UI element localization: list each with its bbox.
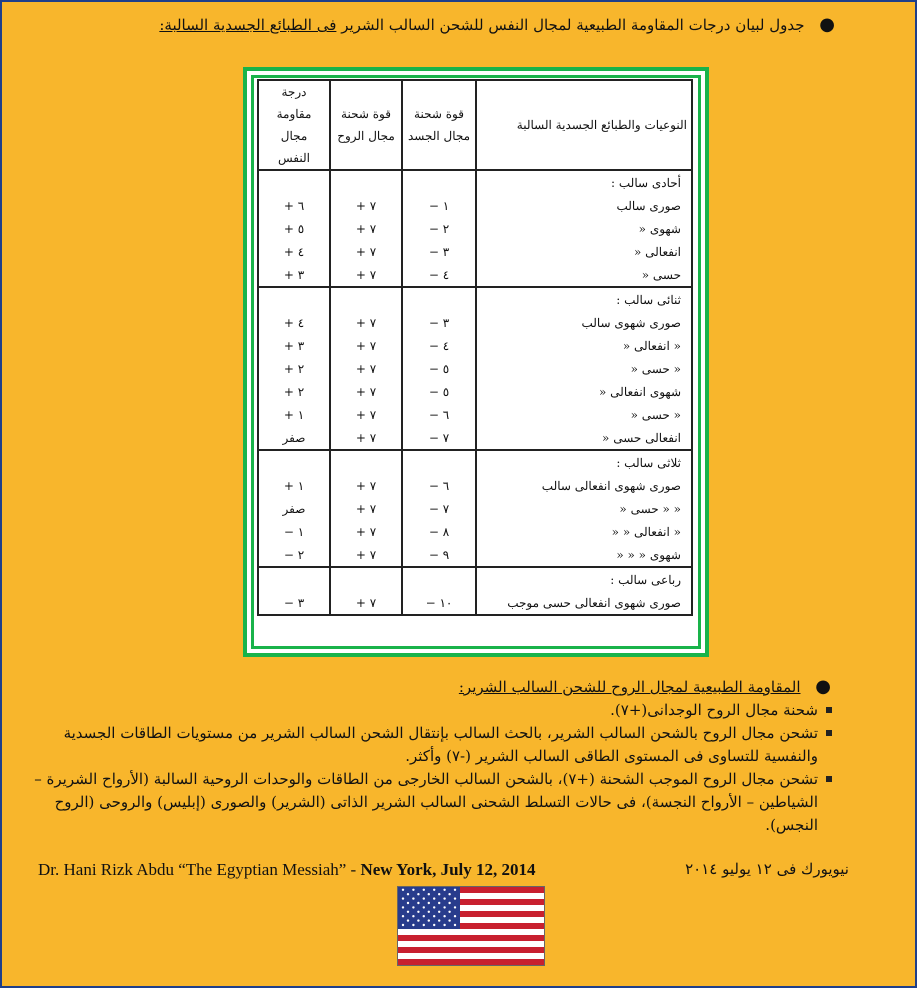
- cell-type: ثنائى سالب :: [476, 287, 692, 311]
- caption-text: جدول لبيان درجات المقاومة الطبيعية لمجال النفس للشحن السالب الشرير: [341, 16, 805, 34]
- flag-star: [407, 911, 409, 913]
- flag-star: [412, 924, 414, 926]
- cell-soul-resistance: ٥ +: [258, 217, 330, 240]
- cell-soul-resistance: ٤ +: [258, 240, 330, 263]
- cell-body-charge: ٧ −: [402, 426, 476, 450]
- cell-soul-resistance: صفر: [258, 426, 330, 450]
- flag-star: [433, 897, 435, 899]
- cell-body-charge: [402, 287, 476, 311]
- list-item: [28, 699, 818, 722]
- flag-star: [454, 924, 456, 926]
- spirit-resistance-section: [31, 676, 831, 837]
- flag-stripe: [398, 935, 544, 941]
- flag-star: [428, 902, 430, 904]
- flag-star: [412, 889, 414, 891]
- flag-star: [412, 897, 414, 899]
- cell-type: شهوى انفعالى «: [476, 380, 692, 403]
- flag-star: [438, 893, 440, 895]
- author-signature: [38, 860, 536, 880]
- cell-soul-resistance: صفر: [258, 497, 330, 520]
- flag-star: [417, 893, 419, 895]
- cell-spirit-charge: ٧ +: [330, 520, 402, 543]
- cell-type: « « حسى «: [476, 497, 692, 520]
- cell-type: رباعى سالب :: [476, 567, 692, 591]
- table-row: [258, 194, 692, 217]
- cell-soul-resistance: ٦ +: [258, 194, 330, 217]
- cell-spirit-charge: ٧ +: [330, 217, 402, 240]
- table-row: [258, 520, 692, 543]
- flag-star: [448, 911, 450, 913]
- flag-star: [454, 889, 456, 891]
- cell-body-charge: ١٠ −: [402, 591, 476, 615]
- table-row: [258, 263, 692, 287]
- flag-star: [407, 893, 409, 895]
- cell-body-charge: ٤ −: [402, 263, 476, 287]
- cell-soul-resistance: ٣ +: [258, 334, 330, 357]
- flag-star: [417, 919, 419, 921]
- signature-place-date: New York, July 12, 2014: [360, 860, 536, 879]
- bullet-icon: ●: [819, 14, 835, 35]
- cell-spirit-charge: [330, 567, 402, 591]
- cell-type: انفعالى «: [476, 240, 692, 263]
- cell-type: انفعالى حسى «: [476, 426, 692, 450]
- flag-star: [454, 915, 456, 917]
- cell-spirit-charge: [330, 287, 402, 311]
- header-types: النوعيات والطبائع الجسدية السالبة: [476, 80, 692, 170]
- cell-spirit-charge: ٧ +: [330, 403, 402, 426]
- scanned-table-frame: [243, 67, 709, 657]
- cell-spirit-charge: [330, 450, 402, 474]
- cell-body-charge: ٦ −: [402, 474, 476, 497]
- cell-soul-resistance: ١ +: [258, 403, 330, 426]
- flag-star: [402, 889, 404, 891]
- cell-type: صورى شهوى انفعالى حسى موجب: [476, 591, 692, 615]
- flag-star: [443, 897, 445, 899]
- flag-star: [443, 915, 445, 917]
- cell-spirit-charge: ٧ +: [330, 497, 402, 520]
- arabic-date: نيويورك فى ١٢ يوليو ٢٠١٤: [685, 860, 849, 878]
- flag-star: [454, 897, 456, 899]
- cell-type: « حسى «: [476, 403, 692, 426]
- table-row: [258, 474, 692, 497]
- cell-soul-resistance: [258, 450, 330, 474]
- flag-star: [448, 902, 450, 904]
- flag-star: [443, 889, 445, 891]
- flag-star: [428, 893, 430, 895]
- cell-body-charge: ٩ −: [402, 543, 476, 567]
- list-item: [6, 722, 818, 768]
- cell-spirit-charge: ٧ +: [330, 334, 402, 357]
- cell-body-charge: ٣ −: [402, 311, 476, 334]
- square-bullet-icon: [826, 776, 832, 782]
- table-row: [258, 287, 692, 311]
- cell-type: شهوى « « «: [476, 543, 692, 567]
- us-flag-icon: [397, 886, 545, 966]
- flag-star: [433, 889, 435, 891]
- list-item-text: تشحن مجال الروح بالشحن السالب الشرير، بالحث السالب بإنتقال الشحن السالب الشرير من مستويات الطاقات الجسدية والنفسية للتساوى فى المستوى الطاقى السالب الشرير (-٧) وأكثر.: [63, 724, 818, 765]
- flag-star: [433, 906, 435, 908]
- square-bullet-icon: [826, 707, 832, 713]
- cell-soul-resistance: ٢ −: [258, 543, 330, 567]
- cell-spirit-charge: ٧ +: [330, 311, 402, 334]
- flag-star: [417, 902, 419, 904]
- flag-star: [423, 915, 425, 917]
- table-row: [258, 311, 692, 334]
- cell-spirit-charge: ٧ +: [330, 357, 402, 380]
- cell-type: صورى سالب: [476, 194, 692, 217]
- cell-body-charge: ٥ −: [402, 357, 476, 380]
- bullet-icon: ●: [815, 676, 831, 697]
- cell-soul-resistance: ٢ +: [258, 357, 330, 380]
- table-row: [258, 543, 692, 567]
- flag-stripe: [398, 959, 544, 965]
- list-item-text: تشحن مجال الروح الموجب الشحنة (+٧)، بالشحن السالب الخارجى من الطاقات والوحدات الروحية السالبة (الأرواح الشريرة – الشياطين – الأرواح النجسة)، فى حالات التسلط الشحنى السالب الشرير الذاتى (الشرير) والصورى (إبليس) والروحى (الروح النجس).: [34, 770, 818, 834]
- cell-type: ثلاثى سالب :: [476, 450, 692, 474]
- table-row: [258, 567, 692, 591]
- cell-body-charge: [402, 450, 476, 474]
- header-spirit-charge: قوة شحنة مجال الروح: [330, 80, 402, 170]
- flag-star: [402, 915, 404, 917]
- cell-spirit-charge: ٧ +: [330, 591, 402, 615]
- cell-type: حسى «: [476, 263, 692, 287]
- flag-stripe: [398, 941, 544, 947]
- cell-type: شهوى «: [476, 217, 692, 240]
- flag-star: [428, 911, 430, 913]
- cell-soul-resistance: ٣ −: [258, 591, 330, 615]
- table-body: [258, 170, 692, 615]
- flag-star: [423, 924, 425, 926]
- flag-stripe: [398, 929, 544, 935]
- cell-body-charge: [402, 567, 476, 591]
- flag-star: [412, 915, 414, 917]
- cell-body-charge: ٥ −: [402, 380, 476, 403]
- cell-spirit-charge: [330, 170, 402, 194]
- table-caption: [75, 14, 835, 35]
- cell-spirit-charge: ٧ +: [330, 240, 402, 263]
- table-row: [258, 450, 692, 474]
- flag-star: [423, 897, 425, 899]
- cell-body-charge: ٨ −: [402, 520, 476, 543]
- table-row: [258, 357, 692, 380]
- list-item-text: شحنة مجال الروح الوجدانى(+٧).: [610, 701, 818, 719]
- resistance-table: [257, 79, 693, 616]
- cell-type: « انفعالى «: [476, 334, 692, 357]
- header-soul-resistance: درجة مقاومة مجال النفس: [258, 80, 330, 170]
- flag-star: [402, 897, 404, 899]
- flag-star: [438, 911, 440, 913]
- cell-soul-resistance: [258, 287, 330, 311]
- table-header-row: [258, 80, 692, 170]
- cell-spirit-charge: ٧ +: [330, 380, 402, 403]
- flag-star: [454, 906, 456, 908]
- flag-star: [402, 924, 404, 926]
- table-row: [258, 591, 692, 615]
- flag-star: [433, 915, 435, 917]
- flag-star: [448, 919, 450, 921]
- cell-body-charge: ٧ −: [402, 497, 476, 520]
- cell-soul-resistance: ١ +: [258, 474, 330, 497]
- table-row: [258, 497, 692, 520]
- section-heading-text: المقاومة الطبيعية لمجال الروح للشحن السالب الشرير:: [458, 678, 801, 696]
- table-row: [258, 334, 692, 357]
- cell-body-charge: ٣ −: [402, 240, 476, 263]
- section-heading: [31, 676, 831, 697]
- table-row: [258, 217, 692, 240]
- table-row: [258, 426, 692, 450]
- list-item: [6, 768, 818, 837]
- cell-soul-resistance: [258, 170, 330, 194]
- resistance-list: [31, 699, 831, 837]
- cell-soul-resistance: ٢ +: [258, 380, 330, 403]
- cell-body-charge: ٦ −: [402, 403, 476, 426]
- flag-star: [438, 902, 440, 904]
- flag-star: [448, 893, 450, 895]
- flag-star: [417, 911, 419, 913]
- cell-spirit-charge: ٧ +: [330, 426, 402, 450]
- flag-stripe: [398, 953, 544, 959]
- cell-type: أحادى سالب :: [476, 170, 692, 194]
- cell-type: « حسى «: [476, 357, 692, 380]
- flag-star: [407, 919, 409, 921]
- cell-soul-resistance: ٤ +: [258, 311, 330, 334]
- flag-stripe: [398, 947, 544, 953]
- cell-body-charge: ٢ −: [402, 217, 476, 240]
- cell-spirit-charge: ٧ +: [330, 474, 402, 497]
- author-name: Dr. Hani Rizk Abdu “The Egyptian Messiah” -: [38, 860, 361, 879]
- table-row: [258, 240, 692, 263]
- flag-star: [438, 919, 440, 921]
- cell-spirit-charge: ٧ +: [330, 543, 402, 567]
- cell-body-charge: ١ −: [402, 194, 476, 217]
- flag-star: [407, 902, 409, 904]
- flag-star: [433, 924, 435, 926]
- flag-star: [423, 889, 425, 891]
- table-row: [258, 403, 692, 426]
- flag-star: [428, 919, 430, 921]
- header-body-charge: قوة شحنة مجال الجسد: [402, 80, 476, 170]
- cell-spirit-charge: ٧ +: [330, 263, 402, 287]
- cell-soul-resistance: ١ −: [258, 520, 330, 543]
- cell-spirit-charge: ٧ +: [330, 194, 402, 217]
- flag-star: [423, 906, 425, 908]
- cell-soul-resistance: [258, 567, 330, 591]
- cell-type: صورى شهوى سالب: [476, 311, 692, 334]
- table-row: [258, 380, 692, 403]
- flag-star: [443, 924, 445, 926]
- caption-underlined: فى الطبائع الجسدية السالبة:: [159, 16, 337, 34]
- cell-soul-resistance: ٣ +: [258, 263, 330, 287]
- flag-star: [443, 906, 445, 908]
- cell-body-charge: [402, 170, 476, 194]
- cell-body-charge: ٤ −: [402, 334, 476, 357]
- cell-type: صورى شهوى انفعالى سالب: [476, 474, 692, 497]
- cell-type: « انفعالى « «: [476, 520, 692, 543]
- flag-star: [402, 906, 404, 908]
- flag-star: [412, 906, 414, 908]
- square-bullet-icon: [826, 730, 832, 736]
- table-row: [258, 170, 692, 194]
